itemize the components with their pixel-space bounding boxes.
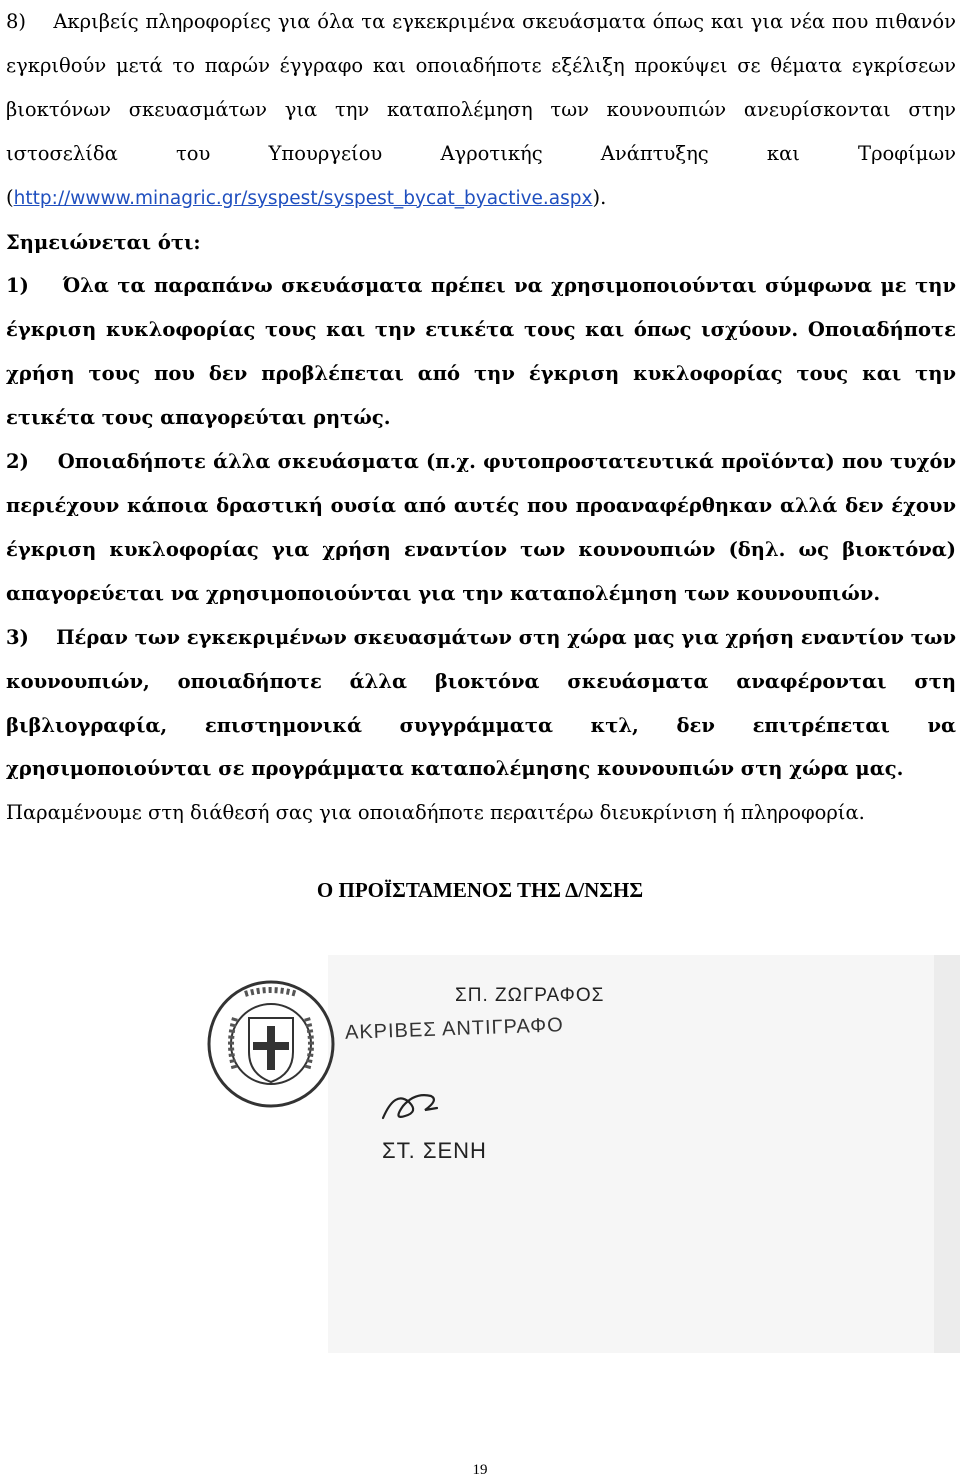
note-1-paragraph: 1) Όλα τα παραπάνω σκευάσματα πρέπει να χρησιμοποιούνται σύμφωνα με την έγκριση κυκλοφορίας τους και την ετικέτα τους και όπως ισχύουν. Οποιαδήποτε χρήση τους που δεν προβλέπεται από την έγκριση κυκλοφορίας τους και την ετικέτα τους απαγορεύται ρητώς. xyxy=(6,274,956,430)
ministry-website-link[interactable]: http://wwww.minagric.gr/syspest/syspest_bycat_byactive.aspx xyxy=(13,187,593,209)
certified-copy-stamp: ΑΚΡΙΒΕΣ ΑΝΤΙΓΡΑΦΟ xyxy=(344,1014,565,1044)
document-body xyxy=(6,0,956,835)
scan-edge-strip xyxy=(934,955,960,1353)
note-2-paragraph: 2) Οποιαδήποτε άλλα σκευάσματα (π.χ. φυτοπροστατευτικά προϊόντα) που τυχόν περιέχουν κάποια δραστική ουσία από αυτές που προαναφέρθηκαν αλλά δεν έχουν έγκριση κυκλοφορίας για χρήση εναντίον των κουνουπιών (δηλ. ως βιοκτόνα) απαγορεύεται να χρησιμοποιούνται για την καταπολέμηση των κουνουπιών. xyxy=(6,450,956,605)
handwritten-signature-icon xyxy=(375,1080,445,1130)
item-8-paragraph xyxy=(6,0,956,221)
signature-title xyxy=(0,878,960,903)
signatory-name-stamp: ΣΠ. ΖΩΓΡΑΦΟΣ xyxy=(455,985,605,1006)
note-heading: Σημειώνεται ότι: xyxy=(6,230,201,254)
hellenic-republic-seal-icon xyxy=(205,978,337,1110)
page-number: 19 xyxy=(472,1462,488,1478)
note-3-paragraph: 3) Πέραν των εγκεκριμένων σκευασμάτων στη χώρα μας για χρήση εναντίον των κουνουπιών, οποιαδήποτε άλλα βιοκτόνα σκευάσματα αναφέρονται στη βιβλιογραφία, επιστημονικά συγγράμματα κτλ, δεν επιτρέπεται να χρησιμοποιούνται σε προγράμματα καταπολέμησης κουνουπιών στη χώρα μας. xyxy=(6,625,956,781)
item-8-text: 8) Ακριβείς πληροφορίες για όλα τα εγκεκριμένα σκευάσματα όπως και για νέα που πιθανόν εγκριθούν μετά το παρών έγγραφο και οποιαδήποτε εξέλιξη προκύψει σε θέματα εγκρίσεων βιοκτόνων σκευασμάτων για την καταπολέμηση των κουνουπιών ανευρίσκονται στην ιστοσελίδα του Υπουργείου Αγροτικής Ανάπτυξης και Τροφίμων xyxy=(6,10,956,165)
link-close-paren: ). xyxy=(592,185,607,209)
closing-paragraph: Παραμένουμε στη διάθεσή σας για οποιαδήποτε περαιτέρω διευκρίνιση ή πληροφορία. xyxy=(6,801,865,825)
signature-title-text: Ο ΠΡΟΪΣΤΑΜΕΝΟΣ ΤΗΣ Δ/ΝΣΗΣ xyxy=(316,878,644,902)
clerk-name-stamp: ΣΤ. ΣΕΝΗ xyxy=(382,1138,487,1163)
link-open-paren: ( xyxy=(6,185,14,209)
